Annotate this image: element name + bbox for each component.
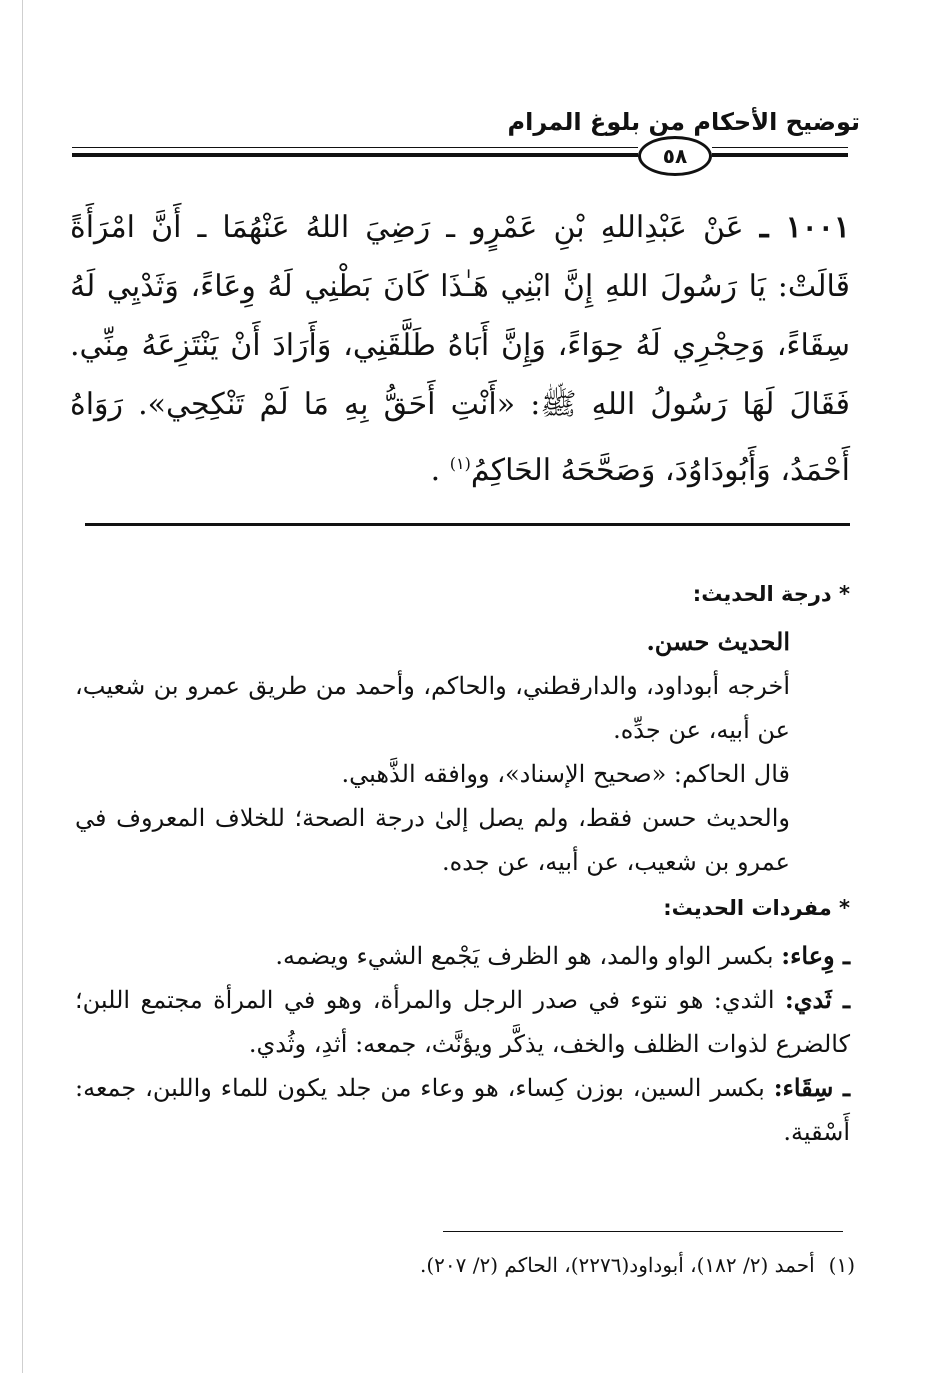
- vocab-term: ـ وِعاء:: [781, 941, 850, 970]
- header-rule-left-thin: [72, 147, 638, 148]
- grade-paragraph-2: قال الحاكم: «صحيح الإسناد»، ووافقه الذَّهبي.: [341, 760, 790, 788]
- footnote-mark: (١): [828, 1253, 855, 1277]
- page-spine-line: [22, 0, 23, 1373]
- grade-verdict: الحديث حسن.: [646, 627, 790, 656]
- grade-paragraph-1: أخرجه أبوداود، والدارقطني، والحاكم، وأحمد من طريق عمرو بن شعيب، عن أبيه، عن جدِّه.: [75, 672, 790, 744]
- footnote-text: أحمد (٢/ ١٨٢)، أبوداود(٢٢٧٦)، الحاكم (٢/ ٢٠٧).: [419, 1253, 815, 1277]
- vocab-term: ـ سِقَاء:: [773, 1073, 851, 1102]
- vocab-term: ـ ثَدي:: [784, 985, 850, 1014]
- vocab-item: [75, 978, 850, 1066]
- running-header-title: توضيح الأحكام من بلوغ المرام: [507, 108, 860, 136]
- grade-paragraph-3: والحديث حسن فقط، ولم يصل إلىٰ درجة الصحة؛ للخلاف المعروف في عمرو بن شعيب، عن أبيه، عن جده.: [75, 804, 790, 876]
- hadith-block: [70, 198, 850, 500]
- page-number-badge: ٥٨: [638, 136, 712, 176]
- footnote-divider: [443, 1231, 843, 1232]
- hadith-number: ١٠٠١ ـ: [759, 210, 851, 245]
- footnote-reference: (١): [449, 454, 471, 473]
- hadith-end-punctuation: .: [430, 453, 450, 488]
- vocab-item: [75, 1066, 850, 1154]
- section-divider: [85, 523, 850, 526]
- header-rule-right-thick: [712, 153, 848, 157]
- vocab-definition: بكسر الواو والمد، هو الظرف يَجْمع الشيء ويضمه.: [275, 942, 782, 970]
- vocab-definition: الثدي: هو نتوء في صدر الرجل والمرأة، وهو في المرأة مجتمع اللبن؛ كالضرع لذوات الظلف والخف، يذكَّر ويؤنَّث، جمعه: أثدِ، وثُدي.: [75, 986, 850, 1058]
- vocab-definition: بكسر السين، بوزن كِساء، هو وعاء من جلد يكون للماء واللبن، جمعه: أَسْقية.: [75, 1074, 850, 1146]
- commentary-block: [75, 572, 850, 1154]
- grade-heading: * درجة الحديث:: [692, 582, 850, 606]
- vocab-heading: * مفردات الحديث:: [663, 896, 850, 920]
- footnote: [140, 1250, 855, 1280]
- header-rule-right-thin: [712, 147, 848, 148]
- hadith-text: عَنْ عَبْدِاللهِ بْنِ عَمْرٍو ـ رَضِيَ اللهُ عَنْهُمَا ـ أَنَّ امْرَأَةً قَالَتْ: يَا رَسُولَ اللهِ إِنَّ ابْنِي هَـٰذَا كَانَ بَطْنِي لَهُ وِعَاءً، وَثَدْيِي لَهُ سِقَاءً، وَحِجْرِي لَهُ حِوَاءً، وَإِنَّ أَبَاهُ طَلَّقَنِي، وَأَرَادَ أَنْ يَنْتَزِعَهُ مِنِّي. فَقَالَ لَهَا رَسُولُ اللهِ ﷺ: «أَنْتِ أَحَقُّ بِهِ مَا لَمْ تَنْكِحِي». رَوَاهُ أَحْمَدُ، وَأَبُودَاوُدَ، وَصَحَّحَهُ الحَاكِمُ: [70, 210, 850, 488]
- vocab-item: [75, 934, 850, 978]
- header-rule-left-thick: [72, 153, 638, 157]
